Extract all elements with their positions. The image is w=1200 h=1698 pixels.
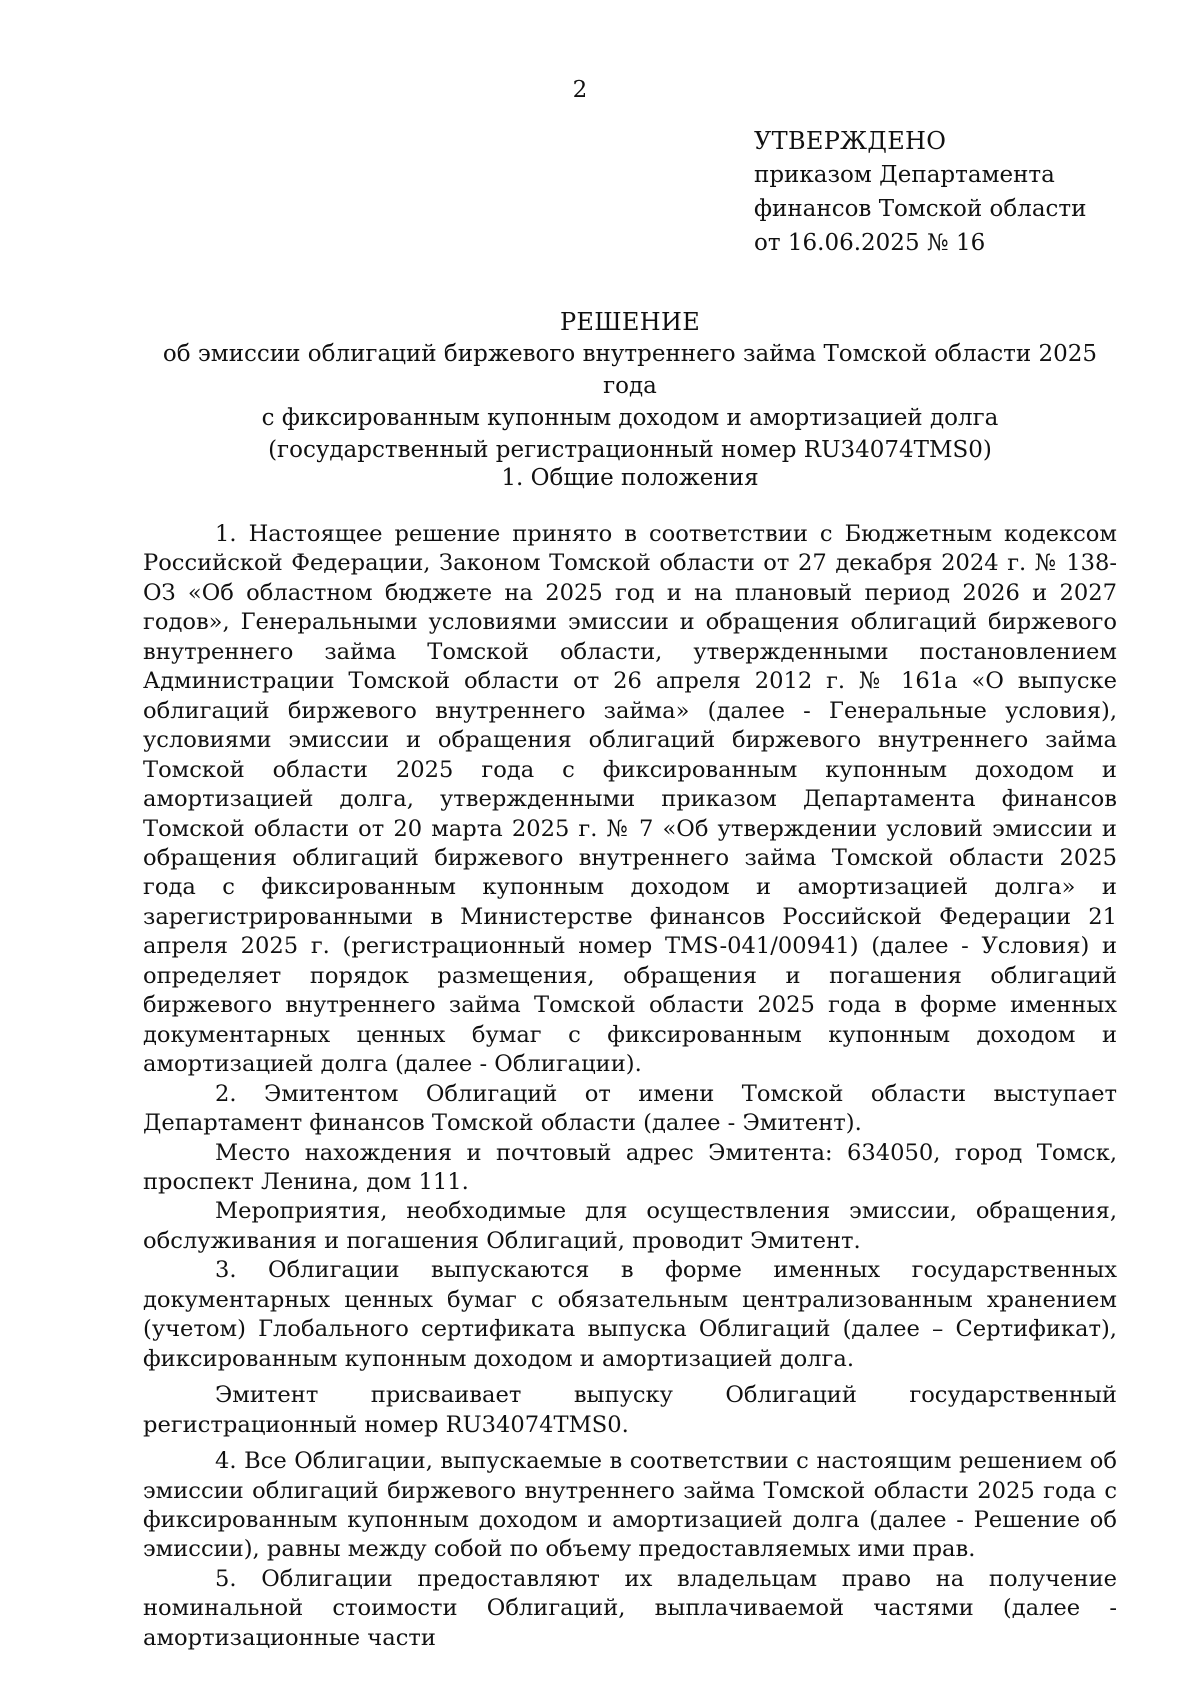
paragraph-1: 1. Настоящее решение принято в соответствии с Бюджетным кодексом Российской Федерации, Законом Томской области от 27 декабря 2024 г. № 138-ОЗ «Об областном бюджете на 2025 год и на плановый период 2026 и 2027 годов», Генеральными условиями эмиссии и обращения облигаций биржевого внутреннего займа Томской области, утвержденными постановлением Администрации Томской области от 26 апреля 2012 г. № 161а «О выпуске облигаций биржевого внутреннего займа» (далее - Генеральные условия), условиями эмиссии и обращения облигаций биржевого внутреннего займа Томской области 2025 года с фиксированным купонным доходом и амортизацией долга, утвержденными приказом Департамента финансов Томской области от 20 марта 2025 г. № 7 «Об утверждении условий эмиссии и обращения облигаций биржевого внутреннего займа Томской области 2025 года с фиксированным купонным доходом и амортизацией долга» и зарегистрированными в Министерстве финансов Российской Федерации 21 апреля 2025 г. (регистрационный номер TMS-041/00941) (далее - Условия) и определяет порядок размещения, обращения и погашения облигаций биржевого внутреннего займа Томской области 2025 года в форме именных документарных ценных бумаг с фиксированным купонным доходом и амортизацией долга (далее - Облигации). bbox=[143, 521, 1117, 1078]
title-line-1: об эмиссии облигаций биржевого внутреннего займа Томской области 2025 года bbox=[162, 341, 1098, 399]
paragraph-2: 2. Эмитентом Облигаций от имени Томской области выступает Департамент финансов Томской области (далее - Эмитент). bbox=[143, 1080, 1117, 1137]
title-line-2: с фиксированным купонным доходом и амортизацией долга bbox=[261, 405, 999, 431]
section-heading: 1. Общие положения bbox=[501, 465, 759, 491]
approval-heading: УТВЕРЖДЕНО bbox=[754, 127, 947, 155]
paragraph-6: Эмитент присваивает выпуску Облигаций государственный регистрационный номер RU34074TMS0. bbox=[143, 1382, 1117, 1438]
document-title bbox=[143, 306, 1117, 466]
page-number: 2 bbox=[572, 77, 588, 103]
title-line-3: (государственный регистрационный номер RU34074TMS0) bbox=[268, 437, 992, 463]
approval-line-1: приказом Департамента bbox=[754, 162, 1055, 188]
approval-line-2: финансов Томской области bbox=[754, 196, 1087, 222]
approval-stamp bbox=[754, 124, 1134, 260]
paragraph-3: Место нахождения и почтовый адрес Эмитента: 634050, город Томск, проспект Ленина, дом 111. bbox=[143, 1139, 1117, 1195]
paragraph-8: 5. Облигации предоставляют их владельцам право на получение номинальной стоимости Облигаций, выплачиваемой частями (далее - амортизационные части bbox=[143, 1565, 1117, 1651]
paragraph-7: 4. Все Облигации, выпускаемые в соответствии с настоящим решением об эмиссии облигаций биржевого внутреннего займа Томской области 2025 года с фиксированным купонным доходом и амортизацией долга (далее - Решение об эмиссии), равны между собой по объему предоставляемых ими прав. bbox=[143, 1448, 1117, 1563]
approval-line-3: от 16.06.2025 № 16 bbox=[754, 230, 986, 256]
body-text bbox=[143, 520, 1117, 1653]
title-main: РЕШЕНИЕ bbox=[559, 308, 701, 336]
paragraph-4: Мероприятия, необходимые для осуществления эмиссии, обращения, обслуживания и погашения Облигаций, проводит Эмитент. bbox=[143, 1198, 1117, 1254]
paragraph-5: 3. Облигации выпускаются в форме именных государственных документарных ценных бумаг с обязательным централизованным хранением (учетом) Глобального сертификата выпуска Облигаций (далее – Сертификат), фиксированным купонным доходом и амортизацией долга. bbox=[143, 1257, 1117, 1372]
